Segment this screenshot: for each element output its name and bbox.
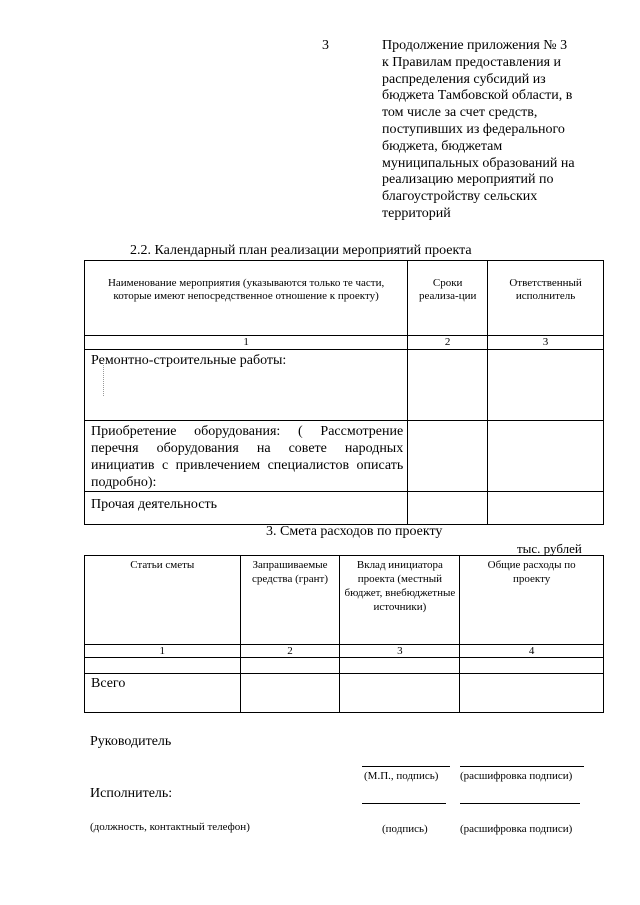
- empty-cell[interactable]: [460, 658, 604, 674]
- page-number: 3: [322, 38, 329, 53]
- appendix-line: реализацию мероприятий по: [382, 172, 554, 188]
- appendix-line: территорий: [382, 205, 451, 221]
- head-decode-line[interactable]: [460, 766, 584, 767]
- column-number: 1: [85, 645, 241, 658]
- appendix-line: бюджета Тамбовской области, в: [382, 88, 573, 104]
- appendix-heading: [382, 38, 602, 223]
- header-activity-name: Наименование мероприятия (указываются только те части, которые имеют непосредственное отношение к проекту): [85, 261, 408, 336]
- row-other-activity: Прочая деятельность: [85, 492, 408, 525]
- cell-deadline[interactable]: [408, 350, 488, 421]
- column-number: 3: [340, 645, 460, 658]
- header-total-expenses: Общие расходы по проекту: [460, 556, 604, 645]
- calendar-plan-table: [84, 260, 604, 525]
- cell-responsible[interactable]: [488, 350, 604, 421]
- total-expenses[interactable]: [460, 674, 604, 713]
- total-row-label: Всего: [85, 674, 241, 713]
- section-2-2-title: 2.2. Календарный план реализации мероприятий проекта: [130, 243, 472, 258]
- executor-signature-line[interactable]: [362, 803, 446, 804]
- cell-responsible[interactable]: [488, 421, 604, 492]
- section-3-title: 3. Смета расходов по проекту: [266, 524, 443, 539]
- cell-responsible[interactable]: [488, 492, 604, 525]
- appendix-line: поступивших из федерального: [382, 121, 565, 137]
- column-number: 4: [460, 645, 604, 658]
- executor-signature-caption: (подпись): [382, 823, 428, 835]
- header-responsible: Ответственный исполнитель: [488, 261, 604, 336]
- appendix-line: распределения субсидий из: [382, 71, 546, 87]
- appendix-line: муниципальных образований на: [382, 155, 575, 171]
- empty-cell[interactable]: [85, 658, 241, 674]
- cell-deadline[interactable]: [408, 492, 488, 525]
- header-deadlines: Сроки реализа-ции: [408, 261, 488, 336]
- column-number: 2: [408, 336, 488, 350]
- appendix-line: благоустройству сельских: [382, 189, 538, 205]
- row-construction-works: Ремонтно-строительные работы:: [85, 350, 408, 421]
- column-number: 1: [85, 336, 408, 350]
- row-equipment-purchase: Приобретение оборудования: ( Рассмотрение перечня оборудования на совете народных инициатив с привлечением специалистов описать подробно):: [85, 421, 408, 492]
- column-number: 3: [488, 336, 604, 350]
- faint-dotted-mark: [103, 360, 104, 396]
- header-requested-funds: Запрашиваемые средства (грант): [240, 556, 340, 645]
- empty-cell[interactable]: [240, 658, 340, 674]
- column-number: 2: [240, 645, 340, 658]
- executor-decode-caption: (расшифровка подписи): [460, 823, 573, 835]
- total-requested[interactable]: [240, 674, 340, 713]
- appendix-line: бюджета, бюджетам: [382, 138, 503, 154]
- head-decode-caption: (расшифровка подписи): [460, 770, 573, 782]
- cell-deadline[interactable]: [408, 421, 488, 492]
- head-signature-caption: (М.П., подпись): [364, 770, 439, 782]
- appendix-line: том числе за счет средств,: [382, 105, 538, 121]
- header-budget-items: Статьи сметы: [85, 556, 241, 645]
- budget-table: [84, 555, 604, 713]
- empty-cell[interactable]: [340, 658, 460, 674]
- executor-decode-line[interactable]: [460, 803, 580, 804]
- executor-position-caption: (должность, контактный телефон): [90, 821, 250, 833]
- header-initiator-contribution: Вклад инициатора проекта (местный бюджет, внебюджетные источники): [340, 556, 460, 645]
- total-contribution[interactable]: [340, 674, 460, 713]
- head-label: Руководитель: [90, 734, 172, 749]
- units-label: тыс. рублей: [517, 541, 582, 556]
- head-signature-line[interactable]: [362, 766, 450, 767]
- appendix-line: к Правилам предоставления и: [382, 54, 562, 70]
- executor-label: Исполнитель:: [90, 786, 173, 801]
- appendix-line: Продолжение приложения № 3: [382, 38, 568, 53]
